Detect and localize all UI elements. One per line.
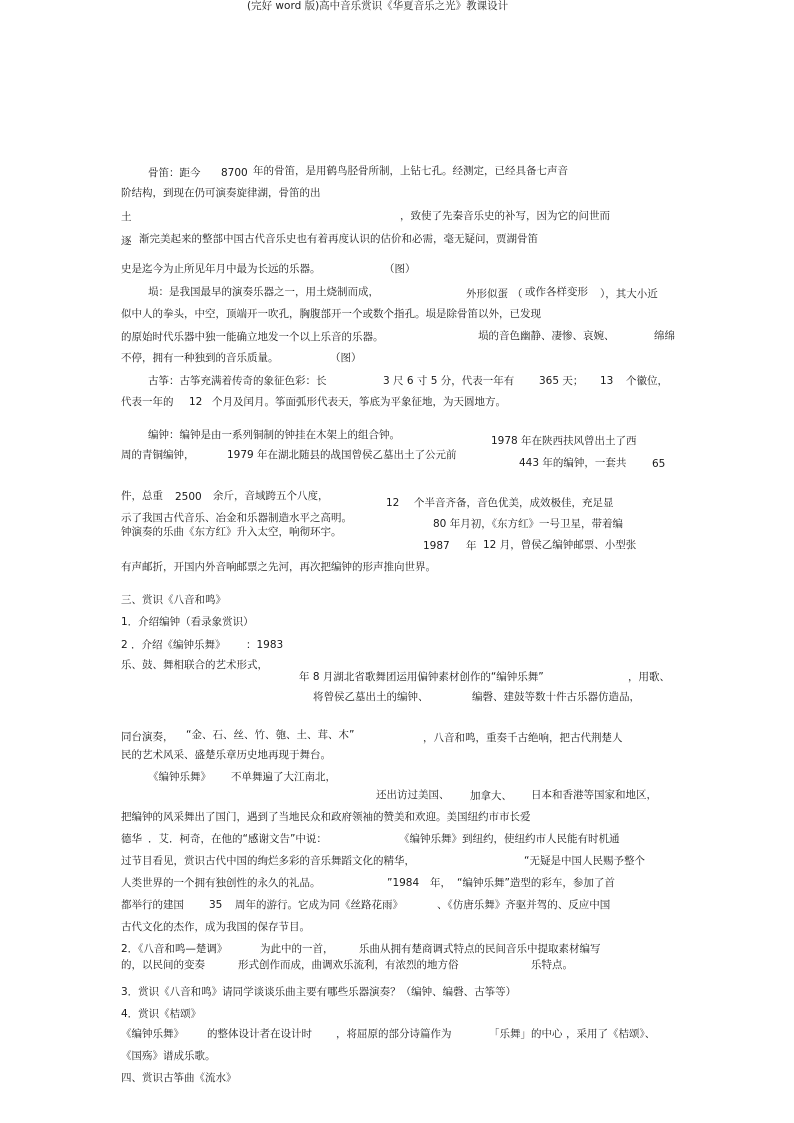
section-title: 三、赏识《八音和鸣》	[121, 594, 226, 606]
body-text: 日本和香港等国家和地区，	[531, 789, 657, 801]
guzheng-number: 13	[600, 375, 614, 387]
body-text: ，采用了《桔颂》、	[566, 1028, 656, 1040]
body-text: “编钟乐舞”造型的彩车，参加了首	[457, 877, 615, 889]
bianzhong-text: 件，总重	[121, 490, 163, 502]
guzheng-text: 古筝：古筝充满着传奇的象征色彩：长	[148, 375, 327, 387]
bianzhong-text: 12 月，曾侯乙编钟邮票、小型张	[483, 539, 637, 551]
xun-text: 不停，拥有一种独到的音乐质量。	[121, 352, 279, 364]
gudi-number: 8700	[221, 167, 248, 179]
body-text: ，八音和鸣，重奏千古绝响，把古代荆楚人	[423, 732, 623, 744]
bianzhong-text: 1979 年在湖北随县的战国曾侯乙墓出土了公元前	[227, 449, 457, 461]
bianzhong-text: 有声邮折，开国内外音响邮票之先河，再次把编钟的形声推向世界。	[121, 561, 436, 573]
guzheng-text: 3 尺 6 寸 5 分，代表一年有	[383, 375, 515, 387]
list-item: 2 ．介绍《编钟乐舞》	[121, 639, 226, 651]
body-text: ，用歌、	[628, 671, 670, 683]
bianzhong-number: 2500	[175, 491, 202, 503]
gudi-text: 阶结构，到现在仍可演奏旋律湖，骨笛的出	[121, 187, 321, 199]
body-text: 编磬、建鼓等数十件古乐器仿造品，	[472, 691, 640, 703]
body-text: ”1984	[387, 877, 420, 889]
body-text: 民的艺术风采、盛楚乐章历史地再现于舞台。	[121, 749, 331, 761]
body-text: 35	[209, 899, 223, 911]
xun-text: 绵绵	[654, 330, 675, 342]
gudi-text: 史是迄今为止所见年月中最为长远的乐器。	[121, 263, 321, 275]
list-item: 为此中的一首，	[260, 943, 334, 955]
list-item: 4．赏识《桔颂》	[121, 1008, 202, 1020]
bianzhong-text: 编钟：编钟是由一系列铜制的钟挂在木架上的组合钟。	[148, 429, 400, 441]
figure-ref: （图）	[384, 263, 416, 275]
body-text: ．艾．柯奇，在他的“感谢文告”中说：	[148, 833, 327, 845]
bianzhong-number: 65	[652, 458, 666, 470]
xun-text: 埙：是我国最早的演奏乐器之一，用土烧制而成，	[148, 286, 379, 298]
body-text: 同台演奏，	[121, 731, 174, 743]
body-text: 还出访过美国、	[376, 789, 450, 801]
body-text: 《国殇》谱成乐歌。	[121, 1050, 216, 1062]
list-item: 乐曲从拥有楚商调式特点的民间音乐中提取素材编写	[359, 943, 601, 955]
bianzhong-text: 钟演奏的乐曲《东方红》升入太空，响彻环宇。	[121, 526, 342, 538]
body-text: 人类世界的一个拥有独创性的永久的礼品。	[121, 877, 321, 889]
guzheng-number: 12	[189, 396, 203, 408]
list-item: 2．《八音和鸣—楚调》	[121, 943, 228, 955]
bianzhong-text: 1978 年在陕西扶风曾出土了西	[491, 435, 637, 447]
body-text: 不单舞遍了大江南北，	[231, 771, 336, 783]
bianzhong-number: 1987	[423, 540, 450, 552]
gudi-text: 骨笛：距今	[148, 167, 201, 179]
body-text: “金、石、丝、竹、匏、土、茸、木”	[186, 729, 355, 741]
bianzhong-text: 80 年月初，《东方红》一号卫星，带着编	[433, 518, 623, 530]
body-text: 《编钟乐舞》	[148, 771, 211, 783]
list-item-year: ：1983	[246, 639, 284, 651]
list-item: 1．介绍编钟（看录象赏识）	[121, 616, 254, 628]
bianzhong-text: 余斤，音域跨五个八度，	[213, 490, 329, 502]
gudi-text: 渐完美起来的整部中国古代音乐史也有着再度认识的估价和必需，毫无疑问，贾湖骨笛	[139, 233, 538, 245]
page-header: (完好 word 版)高中音乐赏识《华夏音乐之光》教课设计	[247, 0, 509, 12]
xun-text: 或作各样变形	[525, 286, 588, 298]
bianzhong-text: 443 年的编钟，一套共	[519, 457, 627, 469]
body-text: 、《仿唐乐舞》齐驱并驾的、反应中国	[437, 899, 611, 911]
body-text: 乐特点。	[531, 959, 573, 971]
xun-text: 似中人的拳头，中空，顶端开一吹孔，胸腹部开一个或数个指孔。埙是除骨笛以外，已发现	[121, 308, 541, 320]
guzheng-text: 个徽位，	[626, 375, 668, 387]
body-text: 的整体设计者在设计时	[207, 1028, 312, 1040]
bianzhong-text: 年	[466, 540, 477, 552]
body-text: 的，以民间的变奏	[121, 959, 205, 971]
body-text: 过节目看见，赏识古代中国的绚烂多彩的音乐舞蹈文化的精华，	[121, 855, 415, 867]
xun-text: 的原始时代乐器中独一能确立地发一个以上乐音的乐器。	[121, 331, 384, 343]
body-text: 「乐舞」的中心	[489, 1028, 563, 1040]
body-text: 把编钟的风采舞出了国门，遇到了当地民众和政府领袖的赞美和欢迎。美国纽约市市长爱	[121, 811, 531, 823]
body-text: 年，	[430, 877, 451, 889]
body-text: 德华	[121, 833, 142, 845]
body-text: 加拿大、	[470, 790, 512, 802]
bianzhong-number: 12	[386, 497, 400, 509]
xun-text: 外形似蛋	[466, 288, 508, 300]
bianzhong-text: 周的青铜编钟，	[121, 449, 195, 461]
body-text: 古代文化的杰作，成为我国的保存节目。	[121, 921, 310, 933]
body-text: ，将屈原的部分诗篇作为	[336, 1028, 452, 1040]
body-text: 周年的游行。它成为同《丝路花雨》	[235, 899, 403, 911]
guzheng-text: 个月及闰月。筝面弧形代表天，筝底为平象征地，为天圆地方。	[212, 396, 506, 408]
section-title: 四、赏识古筝曲《流水》	[121, 1072, 237, 1084]
figure-ref: （图）	[330, 352, 362, 364]
body-text: “无疑是中国人民赐予整个	[524, 855, 645, 867]
body-text: 都举行的建国	[121, 899, 184, 911]
body-text: 将曾侯乙墓出土的编钟、	[313, 691, 429, 703]
body-text: 年 8 月湖北省歌舞团运用偏钟素材创作的“编钟乐舞”	[299, 671, 544, 683]
bianzhong-text: 示了我国古代音乐、冶金和乐器制造水平之高明。	[121, 512, 352, 524]
body-text: 形式创作而成，曲调欢乐流利，有浓烈的地方俗	[238, 959, 459, 971]
body-text: 《编钟乐舞》到纽约，使纽约市人民能有时机通	[399, 833, 620, 845]
list-item: 3．赏识《八音和鸣》请同学谈谈乐曲主要有哪些乐器演奏？（编钟、编磬、古筝等）	[121, 986, 517, 998]
gudi-text: 逐	[121, 235, 132, 247]
xun-text: 埙的音色幽静、凄惨、哀婉、	[478, 330, 615, 342]
gudi-text: 年的骨笛，是用鹤鸟胫骨所制，上钻七孔。经测定，已经具备七声音	[253, 165, 568, 177]
gudi-text: 土	[121, 211, 132, 223]
body-text: 《编钟乐舞》	[121, 1028, 184, 1040]
gudi-text: ，致使了先秦音乐史的补写，因为它的问世而	[400, 210, 610, 222]
bianzhong-text: 个半音齐备，音色优美，成效极佳，充足显	[414, 497, 614, 509]
xun-text: （	[512, 288, 523, 300]
guzheng-text: 365 天；	[539, 375, 584, 387]
body-text: 乐、鼓、舞相联合的艺术形式，	[121, 659, 268, 671]
xun-text: ），其大小近	[600, 288, 658, 300]
guzheng-text: 代表一年的	[121, 396, 174, 408]
